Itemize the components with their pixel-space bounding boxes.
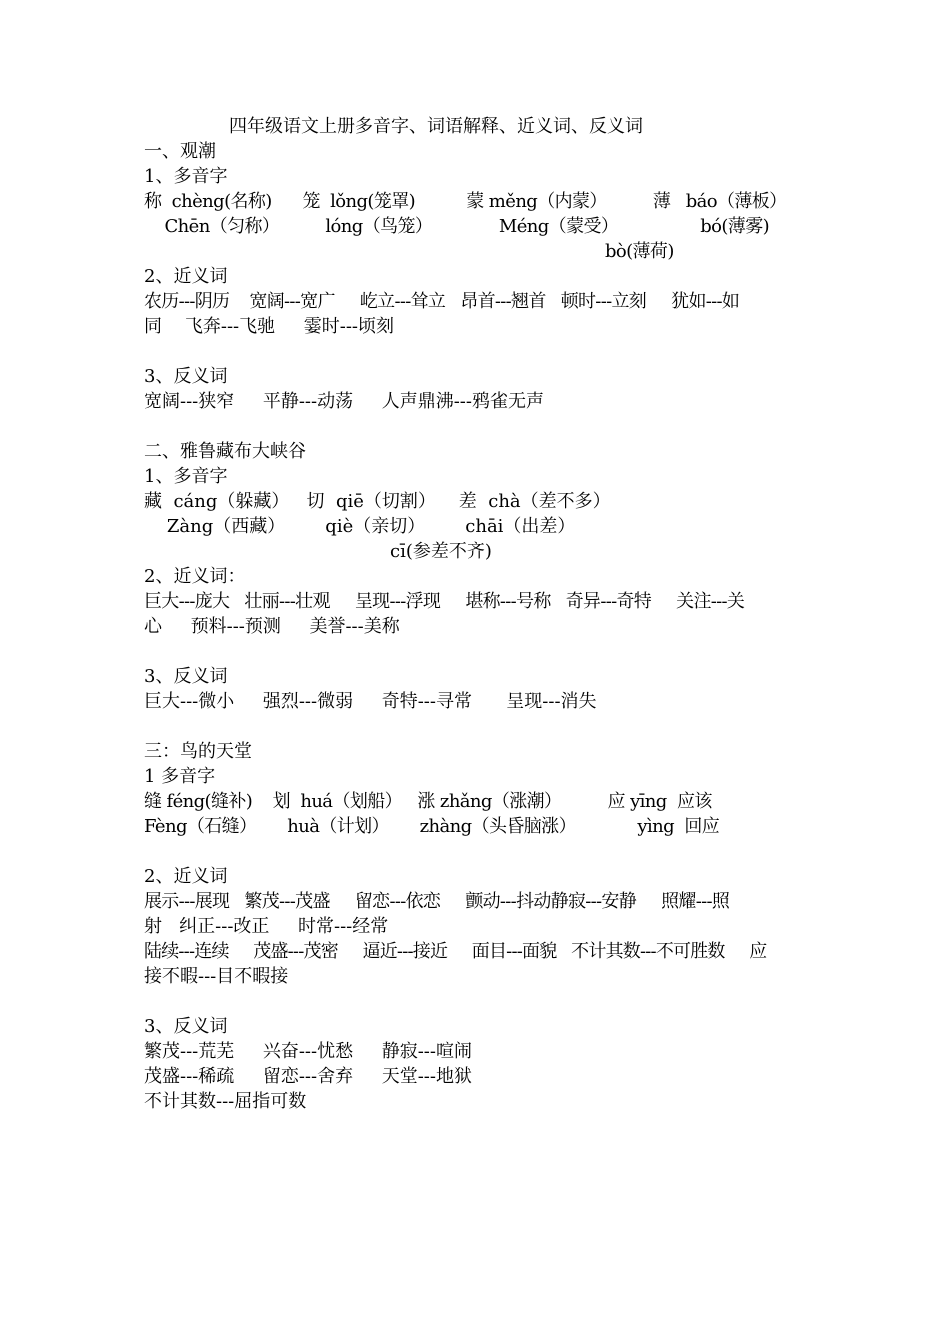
subsection-heading: 1 多音字 — [144, 766, 216, 787]
subsection-heading: 3、反义词 — [144, 1016, 228, 1037]
text-line: 心 预料---预测 美誉---美称 — [144, 616, 400, 637]
text-line: 宽阔---狭窄 平静---动荡 人声鼎沸---鸦雀无声 — [144, 391, 544, 412]
text-line: Zàng（西藏） qiè（亲切） chāi（出差） — [144, 516, 576, 537]
text-line: 藏 cáng（躲藏） 切 qiē（切割） 差 chà（差不多） — [144, 491, 611, 512]
subsection-heading: 1、多音字 — [144, 166, 228, 187]
text-line: 展示---展现 繁茂---茂盛 留恋---依恋 颤动---抖动静寂---安静 照耀---照 — [144, 891, 730, 912]
text-line: cī(参差不齐) — [144, 541, 492, 562]
subsection-heading: 2、近义词： — [144, 566, 246, 587]
text-line: 巨大---庞大 壮丽---壮观 呈现---浮现 堪称---号称 奇异---奇特 关注---关 — [144, 591, 745, 612]
section-heading: 二、雅鲁藏布大峡谷 — [144, 441, 306, 462]
text-line: 同 飞奔---飞驰 霎时---顷刻 — [144, 316, 394, 337]
subsection-heading: 2、近义词 — [144, 266, 228, 287]
text-line: bò(薄荷) — [144, 241, 674, 262]
text-line: 接不暇---目不暇接 — [144, 966, 289, 987]
text-line: 茂盛---稀疏 留恋---舍弃 天堂---地狱 — [144, 1066, 472, 1087]
text-line: 称 chèng(名称) 笼 lǒng(笼罩) 蒙 měng（内蒙） 薄 báo（薄板） — [144, 191, 787, 212]
text-line: Fèng（石缝） huà（计划） zhàng（头昏脑涨） yìng 回应 — [144, 816, 720, 837]
text-line: 不计其数---屈指可数 — [144, 1091, 307, 1112]
section-heading: 一、观潮 — [144, 141, 216, 162]
subsection-heading: 1、多音字 — [144, 466, 228, 487]
text-line: 农历---阴历 宽阔---宽广 屹立---耸立 昂首---翘首 顿时---立刻 犹如---如 — [144, 291, 740, 312]
text-line: 巨大---微小 强烈---微弱 奇特---寻常 呈现---消失 — [144, 691, 597, 712]
subsection-heading: 3、反义词 — [144, 666, 228, 687]
text-line: 陆续---连续 茂盛---茂密 逼近---接近 面目---面貌 不计其数---不可胜数 应 — [144, 941, 767, 962]
text-line: 射 纠正---改正 时常---经常 — [144, 916, 389, 937]
document-title: 四年级语文上册多音字、词语解释、近义词、反义词 — [229, 116, 643, 137]
section-heading: 三：鸟的天堂 — [144, 741, 252, 762]
subsection-heading: 2、近义词 — [144, 866, 228, 887]
subsection-heading: 3、反义词 — [144, 366, 228, 387]
text-line: Chēn（匀称） lóng（鸟笼） Méng（蒙受） bó(薄雾) — [144, 216, 770, 237]
text-line: 缝 féng(缝补) 划 huá（划船） 涨 zhǎng（涨潮） 应 yīng 应该 — [144, 791, 712, 812]
text-line: 繁茂---荒芜 兴奋---忧愁 静寂---喧闹 — [144, 1041, 472, 1062]
